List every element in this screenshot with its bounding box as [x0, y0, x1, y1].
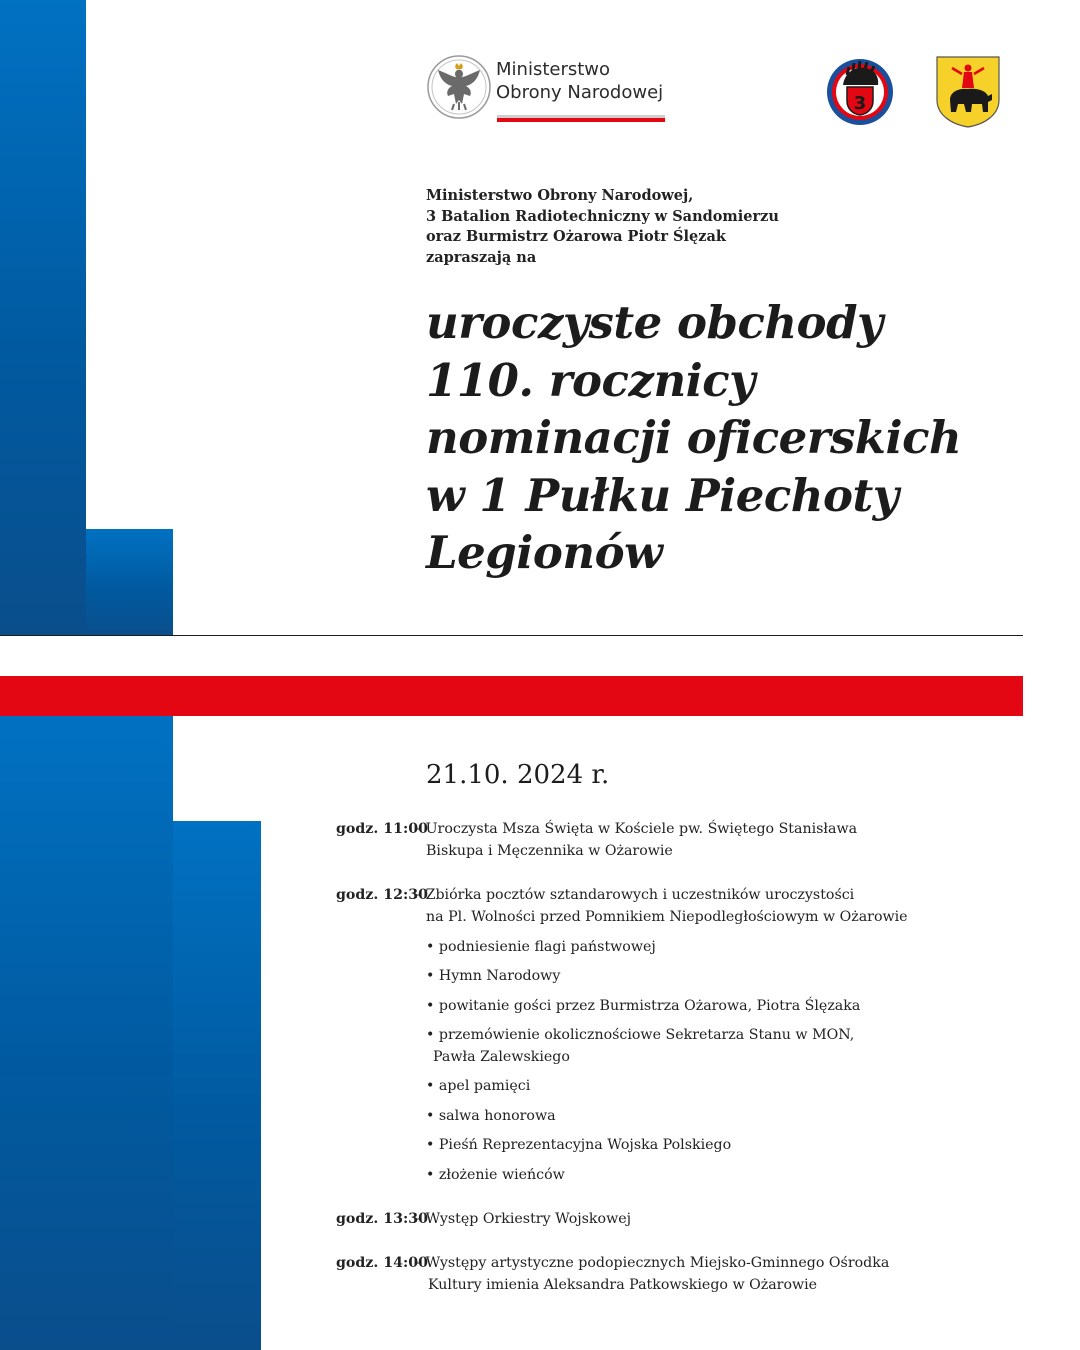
red-band	[0, 676, 1023, 716]
schedule-time: godz. 11:00	[336, 821, 428, 837]
ministry-name	[496, 58, 663, 104]
schedule-description	[414, 884, 908, 928]
schedule-description	[414, 1252, 889, 1296]
invitation-line: 3 Batalion Radiotechniczny w Sandomierzu	[426, 207, 779, 225]
ministry-name-line2: Obrony Narodowej	[496, 82, 664, 103]
schedule-time: godz. 13:30	[336, 1211, 428, 1227]
invitation-line: oraz Burmistrz Ożarowa Piotr Ślęzak	[426, 228, 726, 246]
event-date: 21.10. 2024 r.	[426, 760, 610, 790]
event-title-line: w 1 Pułku Piechoty	[426, 468, 899, 522]
schedule-description	[414, 1208, 631, 1230]
blue-bar-bottom-1	[0, 716, 86, 1350]
badge-number: 3	[853, 93, 867, 114]
program-bullet: • złożenie wieńców	[426, 1167, 565, 1183]
invitation-text	[426, 186, 986, 268]
schedule-description	[414, 818, 857, 862]
battalion-badge-icon	[825, 57, 895, 127]
schedule-line: na Pl. Wolności przed Pomnikiem Niepodległościowym w Ożarowie	[426, 909, 908, 925]
program-bullet: • przemówienie okolicznościowe Sekretarza Stanu w MON,	[426, 1027, 855, 1043]
ministry-name-line1: Ministerstwo	[496, 59, 611, 80]
program-bullet: • Pieśń Reprezentacyjna Wojska Polskiego	[426, 1137, 732, 1153]
event-title-line: Legionów	[426, 526, 663, 579]
program-bullet: • Hymn Narodowy	[426, 968, 561, 984]
divider-line	[0, 635, 1023, 636]
blue-bar-bottom-3	[173, 821, 261, 1350]
event-title-line: 110. rocznicy	[426, 353, 755, 407]
event-title-line: nominacji oficerskich	[426, 411, 962, 464]
schedule-line: – Występ Orkiestry Wojskowej	[414, 1211, 632, 1227]
invitation-line: zapraszają na	[426, 248, 537, 266]
polish-eagle-icon	[426, 54, 492, 120]
schedule-line: Kultury imienia Aleksandra Patkowskiego w Ożarowie	[428, 1277, 818, 1293]
event-title-line: uroczyste obchody	[426, 296, 883, 349]
program-bullet-continued: Pawła Zalewskiego	[433, 1049, 570, 1065]
blue-bar-top-step	[86, 529, 173, 636]
invitation-line: Ministerstwo Obrony Narodowej,	[426, 187, 694, 204]
program-bullet: • apel pamięci	[426, 1078, 531, 1094]
bear-coat-of-arms-icon	[936, 56, 1000, 128]
program-bullet: • powitanie gości przez Burmistrza Ożarowa, Piotra Ślęzaka	[426, 998, 861, 1014]
ministry-stripe-red	[497, 118, 665, 122]
program-bullet: • salwa honorowa	[426, 1108, 556, 1124]
schedule-line: – Występy artystyczne podopiecznych Miejsko-Gminnego Ośrodka	[414, 1255, 890, 1271]
schedule-line: – Zbiórka pocztów sztandarowych i uczestników uroczystości	[414, 887, 855, 903]
blue-bar-bottom-2	[86, 716, 173, 1350]
event-title	[426, 294, 1026, 582]
schedule-line: – Uroczysta Msza Święta w Kościele pw. Świętego Stanisława	[414, 821, 858, 837]
schedule-line: Biskupa i Męczennika w Ożarowie	[426, 843, 673, 859]
ministry-logo	[426, 54, 666, 124]
program-bullet: • podniesienie flagi państwowej	[426, 939, 656, 955]
blue-bar-top-left	[0, 0, 86, 636]
schedule-time: godz. 14:00	[336, 1255, 428, 1271]
schedule-time: godz. 12:30	[336, 887, 428, 903]
